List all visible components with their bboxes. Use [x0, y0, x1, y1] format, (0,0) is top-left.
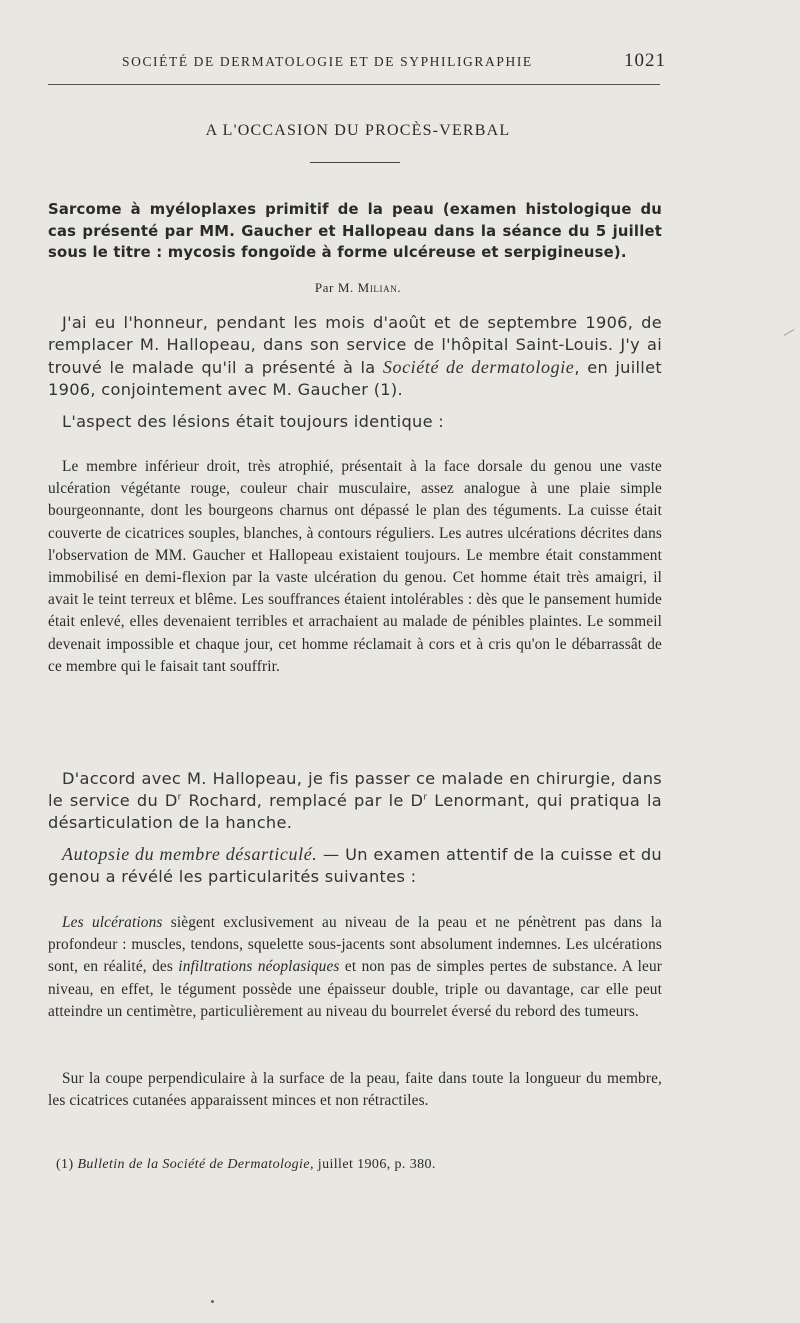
page-header: [48, 50, 668, 72]
paragraph-6-italic-1: Les ulcérations: [62, 914, 163, 931]
paragraph-4-sup-1: r: [177, 792, 182, 803]
footnote-text: juillet 1906, p. 380.: [313, 1157, 436, 1172]
paragraph-2: L'aspect des lésions était toujours identique :: [62, 412, 445, 431]
paragraph-7: Sur la coupe perpendiculaire à la surface de la peau, faite dans toute la longueur du membre, les cicatrices cutanées apparaissent minces et non rétractiles.: [48, 1070, 662, 1110]
byline: [48, 280, 668, 296]
page-number: 1021: [624, 50, 666, 71]
paragraph-4-sup-2: r: [423, 792, 428, 803]
paragraph-6: [48, 912, 662, 1023]
paragraph-1-italic: Société de dermatologie: [382, 357, 575, 377]
paragraph-5-text: — Un examen attentif de la cuisse et du genou a révélé les particularités suivantes :: [48, 845, 662, 886]
section-title: A L'OCCASION DU PROCÈS-VERBAL: [205, 122, 511, 139]
footnote-italic: Bulletin de la Société de Dermatologie,: [77, 1157, 314, 1172]
header-rule: [48, 84, 660, 85]
paragraph-6-text-a: siègent exclusivement au niveau de la peau et ne pénètrent pas dans la profondeur : muscles, tendons, squelette sous-jacents sont absolument indemnes. Les ulcérations sont, en réalité, des: [48, 914, 662, 976]
paragraph-4-text-c: Lenormant, qui pratiqua la désarticulation de la hanche.: [48, 791, 662, 832]
paragraph-1: [48, 312, 662, 401]
paragraph-5: [48, 843, 662, 888]
byline-prefix: Par: [314, 280, 334, 295]
footnote: [56, 1157, 656, 1173]
paragraph-6-text-b: et non pas de simples pertes de substance. A leur niveau, en effet, le tégument possède une épaisseur double, triple ou davantage, car elle peut atteindre un centimètre, particulièrement au niveau du bourrelet éversé du rebord des tumeurs.: [48, 958, 662, 1020]
paragraph-6-italic-2: infiltrations néoplasiques: [178, 958, 340, 976]
paragraph-5-italic: Autopsie du membre désarticulé.: [62, 844, 318, 864]
byline-author: M. Milian.: [337, 280, 402, 295]
paragraph-4: [48, 768, 662, 834]
paragraph-1-text-b: , en juillet 1906, conjointement avec M. Gaucher (1).: [48, 358, 662, 399]
paragraph-1-text-a: J'ai eu l'honneur, pendant les mois d'août et de septembre 1906, de remplacer M. Hallopeau, dans son service de l'hôpital Saint-Louis. J'y ai trouvé le malade qu'il a présenté à la: [48, 313, 662, 377]
title-rule: [310, 162, 400, 163]
footnote-marker: (1): [56, 1157, 74, 1172]
paragraph-3: Le membre inférieur droit, très atrophié, présentait à la face dorsale du genou une vaste ulcération végétante rouge, couleur chair musculaire, assez analogue à une plaie simple bourgeonnante, dont les bourgeons charnus ont dépassé le plan des téguments. La cuisse était couverte de cicatrices souples, blanches, à contours réguliers. Les autres ulcérations décrites dans l'observation de MM. Gaucher et Hallopeau existaient toujours. Le membre était constamment immobilisé en demi-flexion par la vaste ulcération du genou. Cet homme était très amaigri, il avait le teint terreux et blême. Les souffrances étaient intolérables : dès que le pansement humide était enlevé, elles devenaient terribles et arrachaient au malade de pénibles plaintes. Le sommeil devenait impossible et chaque jour, cet homme réclamait à cors et à cris qu'on le débarrassât de ce membre qui le faisait tant souffrir.: [48, 458, 662, 675]
paragraph-4-text-b: Rochard, remplacé par le D: [181, 791, 424, 810]
paragraph-4-text-a: D'accord avec M. Hallopeau, je fis passer ce malade en chirurgie, dans le service du D: [48, 769, 662, 810]
speck-mark: [211, 1300, 214, 1303]
edge-mark: [784, 329, 795, 336]
article-title: Sarcome à myéloplaxes primitif de la peau (examen histologique du cas présenté par MM. Gaucher et Hallopeau dans la séance du 5 juillet sous le titre : mycosis fongoïde à forme ulcéreuse et serpigineuse).: [48, 201, 662, 261]
running-head: SOCIÉTÉ DE DERMATOLOGIE ET DE SYPHILIGRAPHIE: [122, 54, 533, 69]
